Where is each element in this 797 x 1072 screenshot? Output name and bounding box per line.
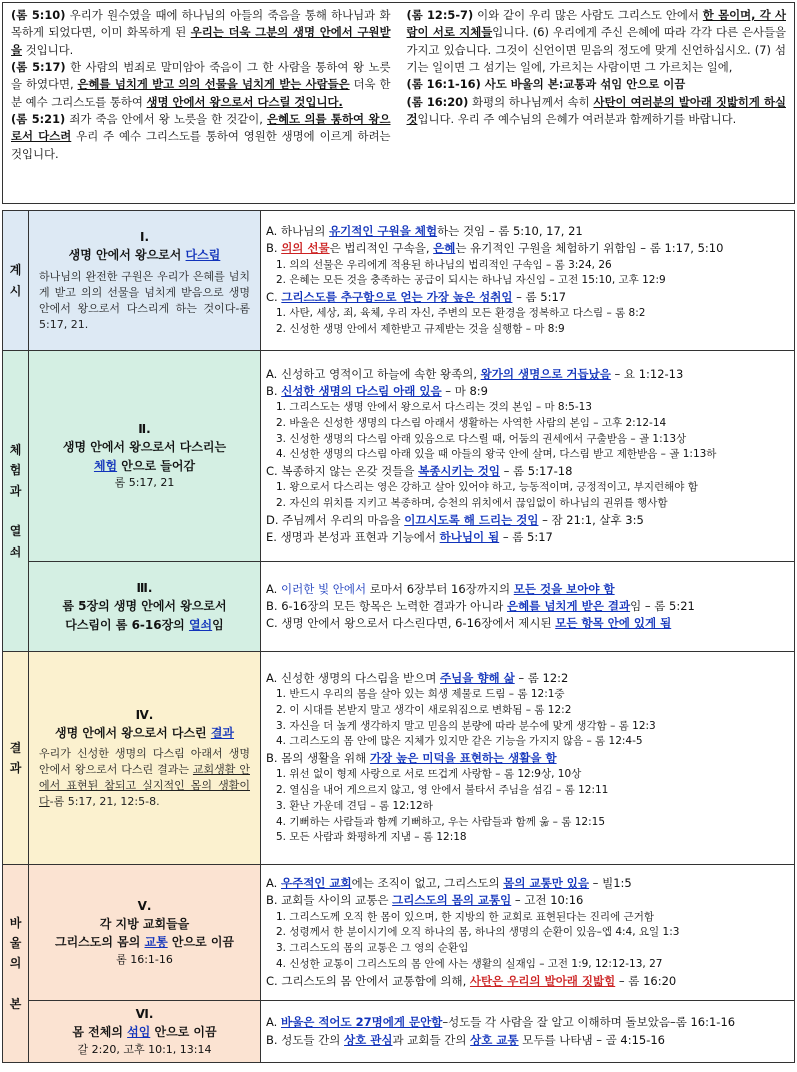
- outline-subpoint: 1. 그리스도께 오직 한 몸이 있으며, 한 지방의 한 교회로 표현된다는 진리에 근거함: [276, 910, 654, 923]
- section-number: Ⅱ.: [138, 422, 151, 437]
- outline-subpoint: 1. 의의 선물은 우리에게 적용된 하나님의 법리적인 구속임 – 롬 3:24, 26: [276, 258, 612, 271]
- outline-subpoint: 2. 열심을 내어 게으르지 않고, 영 안에서 불타서 주님을 섬김 – 롬 12:11: [276, 784, 609, 797]
- outline-subpoint: 2. 성령께서 한 분이시기에 오직 하나의 몸, 하나의 생명의 순환이 있음–엡 4:4, 요일 1:3: [276, 926, 680, 939]
- category-revelation: [3, 211, 29, 351]
- category-char: 본: [9, 997, 22, 1012]
- outline-point: C. 그리스도의 몸 안에서 교통함에 의해, 사탄은 우리의 발아래 짓밟힘 – 롬 16:20: [266, 973, 677, 988]
- outline-point: B. 의의 선물은 법리적인 구속을, 은혜는 유기적인 구원을 체험하기 위함임 – 롬 1:17, 5:10: [266, 241, 724, 256]
- category-char: 체: [9, 442, 22, 457]
- section-number: Ⅲ.: [136, 580, 153, 595]
- section-2: [29, 351, 261, 562]
- section-title: 몸 전체의 섞임 안으로 이끔: [72, 1025, 217, 1039]
- outline-subpoint: 2. 바울은 신성한 생명의 다스림 아래서 생활하는 사역한 사람의 본임 – 고후 2:12-14: [276, 416, 667, 429]
- intro-verse: (롬 5:17) 한 사람의 범죄로 말미암아 죽음이 그 한 사람을 통하여 왕 노릇을 하였다면, 은혜를 넘치게 받고 의의 선물을 넘치게 받는 사람들은 더욱 한 분 예수 그리스도를 통하여 생명 안에서 왕으로서 다스릴 것입니다.: [11, 59, 391, 109]
- intro-verse: (롬 12:5-7) 이와 같이 우리 많은 사람도 그리스도 안에서 한 몸이며, 각 사람이 서로 지체들입니다. (6) 우리에게 주신 은혜에 따라 각각 다른 은사들을 가지고 있습니다. 그것이 신언이면 믿음의 정도에 맞게 신언하십시오. (7) 섬기는 일이면 그 섬기는 일에, 가르치는 사람이면 그 가르치는 일에,: [406, 8, 786, 74]
- section-2-items: [261, 351, 795, 562]
- section-3-items: [261, 562, 795, 652]
- intro-verse: (롬 16:20) 화평의 하나님께서 속히 사탄이 여러분의 발아래 짓밟히게 하실 것입니다. 우리 주 예수님의 은혜가 여러분과 함께하기를 바랍니다.: [406, 94, 786, 126]
- outline-point: C. 복종하지 않는 온갖 것들을 복종시키는 것임 – 롬 5:17-18: [266, 464, 573, 479]
- outline-point: A. 신성한 생명의 다스림을 받으며 주님을 향해 삶 – 롬 12:2: [266, 670, 569, 685]
- section-4-items: [261, 652, 795, 865]
- section-number: Ⅵ.: [135, 1007, 154, 1021]
- outline-point: A. 하나님의 유기적인 구원을 체험하는 것임 – 롬 5:10, 17, 21: [266, 224, 583, 239]
- category-char: [3, 501, 28, 521]
- category-char: 바: [9, 915, 22, 930]
- intro-verse: (롬 16:1-16) 사도 바울의 본:교통과 섞임 안으로 이끔: [406, 77, 686, 92]
- outline-point: B. 신성한 생명의 다스림 아래 있음 – 마 8:9: [266, 383, 488, 398]
- outline-point: D. 주님께서 우리의 마음을 이끄시도록 해 드리는 것임 – 잠 21:1, 살후 3:5: [266, 512, 644, 527]
- outline-point: C. 그리스도를 추구함으로 얻는 가장 높은 성취임 – 롬 5:17: [266, 290, 567, 305]
- outline-point: C. 생명 안에서 왕으로서 다스린다면, 6-16장에서 제시된 모든 항목 안에 있게 됨: [266, 616, 672, 631]
- section-reference: 갈 2:20, 고후 10:1, 13:14: [77, 1042, 212, 1056]
- section-description: 우리가 신성한 생명의 다스림 아래서 생명 안에서 왕으로서 다스린 결과는 교회생활 안에서 표현된 참되고 실지적인 몸의 생활이다-롬 5:17, 21, 12:5-8.: [39, 747, 250, 809]
- outline-subpoint: 2. 이 시대를 본받지 말고 생각이 새로워짐으로 변화됨 – 롬 12:2: [276, 703, 572, 716]
- intro-left: [3, 3, 399, 203]
- outline-point: B. 성도들 간의 상호 관심과 교회들 간의 상호 교통 모두를 나타냄 – 골 4:15-16: [266, 1032, 665, 1047]
- outline-subpoint: 3. 환난 가운데 견딤 – 롬 12:12하: [276, 799, 433, 812]
- category-char: 울: [9, 935, 22, 950]
- category-char: 과: [9, 761, 22, 775]
- section-3: [29, 562, 261, 652]
- section-number: Ⅴ.: [137, 898, 152, 913]
- outline-subpoint: 1. 사탄, 세상, 죄, 육체, 우리 자신, 주변의 모든 환경을 정복하고 다스림 – 롬 8:2: [276, 307, 646, 320]
- category-char: [3, 974, 28, 994]
- category-char: 의: [9, 956, 22, 971]
- category-char: 과: [9, 483, 22, 498]
- outline-subpoint: 5. 모든 사람과 화평하게 지냄 – 롬 12:18: [276, 831, 467, 844]
- outline-subpoint: 1. 반드시 우리의 몸을 살아 있는 희생 제물로 드림 – 롬 12:1중: [276, 688, 565, 701]
- outline-subpoint: 1. 왕으로서 다스리는 영은 강하고 살아 있어야 하고, 능동적이며, 긍정적이고, 부지런해야 함: [276, 481, 698, 494]
- category-pauls-pattern: [3, 865, 29, 1063]
- outline-subpoint: 4. 기뻐하는 사람들과 함께 기뻐하고, 우는 사람들과 함께 욺 – 롬 12:15: [276, 815, 606, 828]
- category-char: 계: [9, 263, 22, 278]
- category-char: 험: [9, 463, 22, 478]
- section-1-items: [261, 211, 795, 351]
- section-reference: 롬 16:1-16: [116, 952, 173, 966]
- outline-point: A. 신성하고 영적이고 하늘에 속한 왕족의, 왕가의 생명으로 거듭났음 – 요 1:12-13: [266, 366, 684, 381]
- outline-subpoint: 2. 은혜는 모든 것을 충족하는 공급이 되시는 하나님 자신임 – 고전 15:10, 고후 12:9: [276, 274, 666, 287]
- section-reference: 롬 5:17, 21: [114, 476, 175, 490]
- outline-point: B. 몸의 생활을 위해 가장 높은 미덕을 표현하는 생활을 함: [266, 751, 557, 766]
- section-title: 생명 안에서 왕으로서 다스리는 체험 안으로 들어감: [62, 440, 227, 473]
- outline-point: B. 6-16장의 모든 항목은 노력한 결과가 아니라 은혜를 넘치게 받은 결과임 – 롬 5:21: [266, 598, 695, 613]
- section-title: 생명 안에서 왕으로서 다스림: [68, 248, 221, 263]
- section-5: [29, 865, 261, 1001]
- outline-subpoint: 3. 신성한 생명의 다스림 아래 있음으로 다스릴 때, 어둠의 권세에서 구출받음 – 골 1:13상: [276, 432, 687, 445]
- section-description: 하나님의 완전한 구원은 우리가 은혜를 넘치게 받고 의의 선물을 넘치게 받음으로 생명 안에서 왕으로서 다스리게 하는 것이다-롬 5:17, 21.: [39, 269, 250, 331]
- outline-subpoint: 1. 그리스도는 생명 안에서 왕으로서 다스리는 것의 본임 – 마 8:5-13: [276, 401, 592, 414]
- outline-subpoint: 3. 그리스도의 몸의 교통은 그 영의 순환임: [276, 942, 469, 955]
- intro-verse: (롬 5:21) 죄가 죽음 안에서 왕 노릇을 한 것같이, 은혜도 의를 통하여 왕으로서 다스려 우리 주 예수 그리스도를 통하여 영원한 생명에 이르게 하려는 것입니다.: [11, 111, 391, 161]
- outline-point: A. 바울은 적어도 27명에게 문안함–성도들 각 사람을 잘 알고 이해하며 돌보았음–롬 16:1-16: [266, 1015, 736, 1030]
- outline-point: A. 우주적인 교회에는 조직이 없고, 그리스도의 몸의 교통만 있음 – 빌1:5: [266, 876, 632, 891]
- outline-subpoint: 3. 자신을 더 높게 생각하지 말고 믿음의 분량에 따라 분수에 맞게 생각함 – 롬 12:3: [276, 719, 656, 732]
- outline-subpoint: 4. 신성한 생명의 다스림 아래 있을 때 아들의 왕국 안에 살며, 다스림 받고 제한받음 – 골 1:13하: [276, 448, 717, 461]
- outline-table: [2, 210, 795, 1063]
- section-title: 각 지방 교회들을 그리스도의 몸의 교통 안으로 이끔: [54, 916, 235, 950]
- section-number: Ⅰ.: [139, 230, 150, 245]
- outline-subpoint: 4. 신성한 교통이 그리스도의 몸 안에 사는 생활의 실재임 – 고전 1:9, 12:12-13, 27: [276, 957, 663, 970]
- category-char: 결: [9, 740, 22, 755]
- section-6-items: [261, 1001, 795, 1063]
- outline-point: A. 이러한 빛 안에서 로마서 6장부터 16장까지의 모든 것을 보아야 함: [266, 581, 615, 596]
- section-1: [29, 211, 261, 351]
- section-4: [29, 652, 261, 865]
- section-5-items: [261, 865, 795, 1001]
- outline-point: B. 교회들 사이의 교통은 그리스도의 몸의 교통임 – 고전 10:16: [266, 893, 584, 908]
- category-result: [3, 652, 29, 865]
- section-6: [29, 1001, 261, 1063]
- category-char: 시: [9, 283, 22, 298]
- intro-box: [2, 2, 795, 204]
- outline-subpoint: 1. 위선 없이 형제 사랑으로 서로 뜨겁게 사랑함 – 롬 12:9상, 10상: [276, 768, 582, 781]
- outline-point: E. 생명과 본성과 표현과 기능에서 하나님이 됨 – 롬 5:17: [266, 530, 553, 545]
- outline-subpoint: 2. 신성한 생명 안에서 제한받고 규제받는 것을 실행함 – 마 8:9: [276, 323, 565, 336]
- category-experience: [3, 351, 29, 652]
- section-title: 생명 안에서 왕으로서 다스린 결과: [54, 725, 234, 740]
- section-title: 롬 5장의 생명 안에서 왕으로서 다스림이 롬 6-16장의 열쇠임: [62, 598, 227, 632]
- intro-right: [399, 3, 795, 203]
- outline-subpoint: 2. 자신의 위치를 지키고 복종하며, 승천의 위치에서 끊임없이 하나님의 권위를 행사함: [276, 497, 668, 510]
- category-char: 열: [9, 524, 22, 539]
- outline-subpoint: 4. 그리스도의 몸 안에 많은 지체가 있지만 같은 기능을 가지지 않음 – 롬 12:4-5: [276, 735, 643, 748]
- category-char: 쇠: [9, 544, 22, 559]
- section-number: Ⅳ.: [135, 707, 154, 722]
- intro-verse: (롬 5:10) 우리가 원수였을 때에 하나님의 아들의 죽음을 통해 하나님과 화목하게 되었다면, 이미 화목하게 된 우리는 더욱 그분의 생명 안에서 구원받을 것입니다.: [11, 8, 391, 57]
